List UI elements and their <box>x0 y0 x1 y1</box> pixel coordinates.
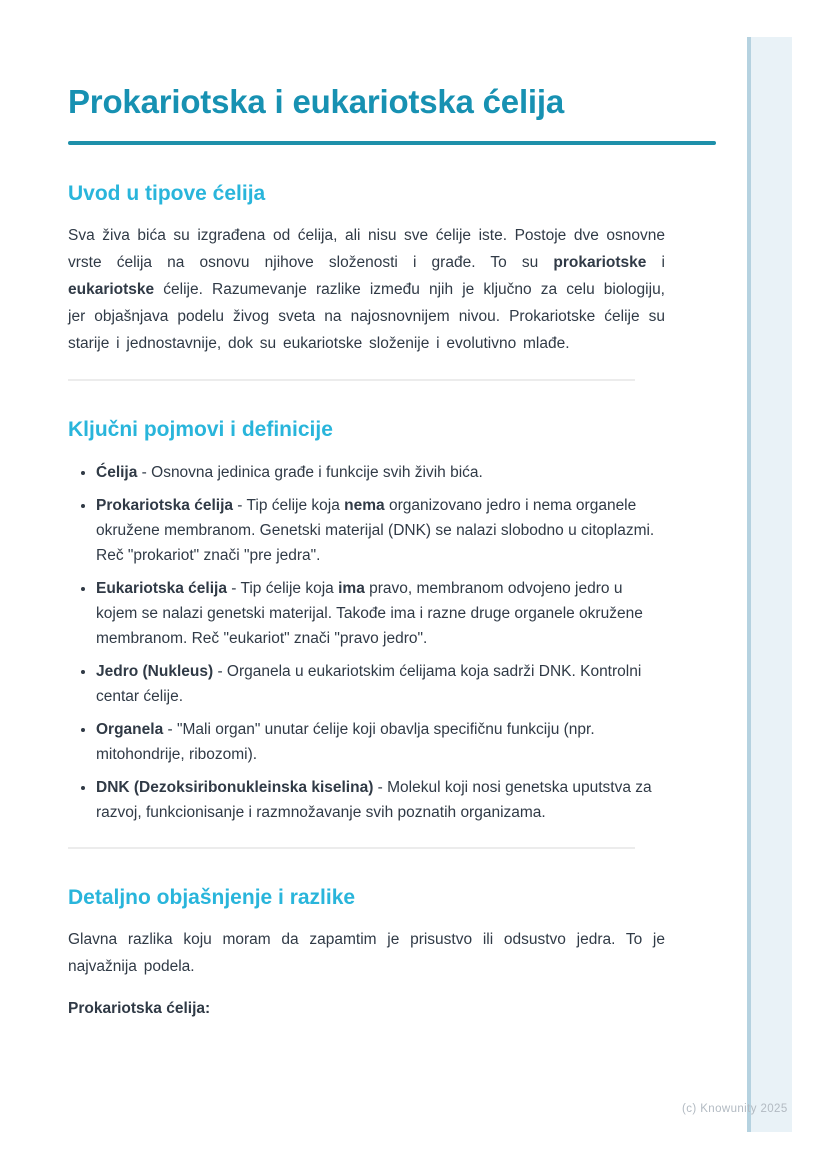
title-underline <box>68 141 716 145</box>
text-run: i <box>646 254 665 271</box>
text-run: - Tip ćelije koja <box>233 497 345 514</box>
definition-list <box>68 460 665 825</box>
text-run: - Molekul koji nosi genetska uputstva za razvoj, funkcionisanje i razmnožavanje svih poznatih organizama. <box>96 779 652 821</box>
section-details <box>68 886 665 1020</box>
list-item <box>96 493 665 568</box>
list-item <box>96 576 665 651</box>
text-run: pravo, membranom odvojeno jedro u kojem se nalazi genetski materijal. Takođe ima i razne druge organele okružene membranom. Reč "eukariot" znači "pravo jedro". <box>96 580 643 647</box>
bold-text-run: ima <box>338 580 365 597</box>
document-content <box>68 0 665 1020</box>
bold-text-run: Prokariotska ćelija: <box>68 1000 211 1017</box>
text-run: - Tip ćelije koja <box>226 580 339 597</box>
text-run: - "Mali organ" unutar ćelije koji obavlja specifičnu funkciju (npr. mitohondrije, ribozomi). <box>96 721 595 763</box>
text-run: - Osnovna jedinica građe i funkcije svih živih bića. <box>137 464 483 481</box>
bold-text-run: nema <box>344 497 385 514</box>
text-run: ćelije. Razumevanje razlike između njih je ključno za celu biologiju, jer objašnjava podelu živog sveta na najosnovnijem nivou. Prokariotske ćelije su starije i jednostavnije, dok su eukariotske složenije i evolutivno mlađe. <box>68 281 665 352</box>
bold-text-run: Organela <box>96 721 164 738</box>
subheading-prokaryotic-cell <box>68 998 665 1020</box>
list-item <box>96 659 665 709</box>
intro-paragraph <box>68 222 665 357</box>
text-run: - Organela u eukariotskim ćelijama koja sadrži DNK. Kontrolni centar ćelije. <box>96 663 642 705</box>
page-title: Prokariotska i eukariotska ćelija <box>68 83 565 120</box>
text-run: organizovano jedro i nema organele okružene membranom. Genetski materijal (DNK) se nalazi slobodno u citoplazmi. Reč "prokariot" znači "pre jedra". <box>96 497 655 564</box>
section-divider <box>68 847 635 849</box>
section-intro <box>68 182 665 357</box>
list-item <box>96 775 665 825</box>
section-key-terms <box>68 418 665 825</box>
bold-text-run: prokariotske <box>553 254 647 271</box>
text-run: Glavna razlika koju moram da zapamtim je prisustvo ili odsustvo jedra. To je najvažnija podela. <box>68 931 665 975</box>
list-item <box>96 460 665 485</box>
bold-text-run: Jedro (Nukleus) <box>96 663 214 680</box>
details-paragraph <box>68 926 665 980</box>
text-run: Sva živa bića su izgrađena od ćelija, ali nisu sve ćelije iste. Postoje dve osnovne vrste ćelija na osnovu njihove složenosti i građe. To su <box>68 227 665 271</box>
section-heading-key-terms: Ključni pojmovi i definicije <box>68 418 333 441</box>
bold-text-run: Eukariotska ćelija <box>96 580 227 597</box>
bold-text-run: Prokariotska ćelija <box>96 497 233 514</box>
bold-text-run: eukariotske <box>68 281 155 298</box>
bold-text-run: Ćelija <box>96 464 138 481</box>
section-divider <box>68 379 635 381</box>
bold-text-run: DNK (Dezoksiribonukleinska kiselina) <box>96 779 374 796</box>
section-heading-intro: Uvod u tipove ćelija <box>68 182 266 205</box>
side-accent-bar <box>747 37 792 1132</box>
copyright-watermark: (c) Knowunity 2025 <box>682 1103 788 1115</box>
list-item <box>96 717 665 767</box>
section-heading-details: Detaljno objašnjenje i razlike <box>68 886 356 909</box>
